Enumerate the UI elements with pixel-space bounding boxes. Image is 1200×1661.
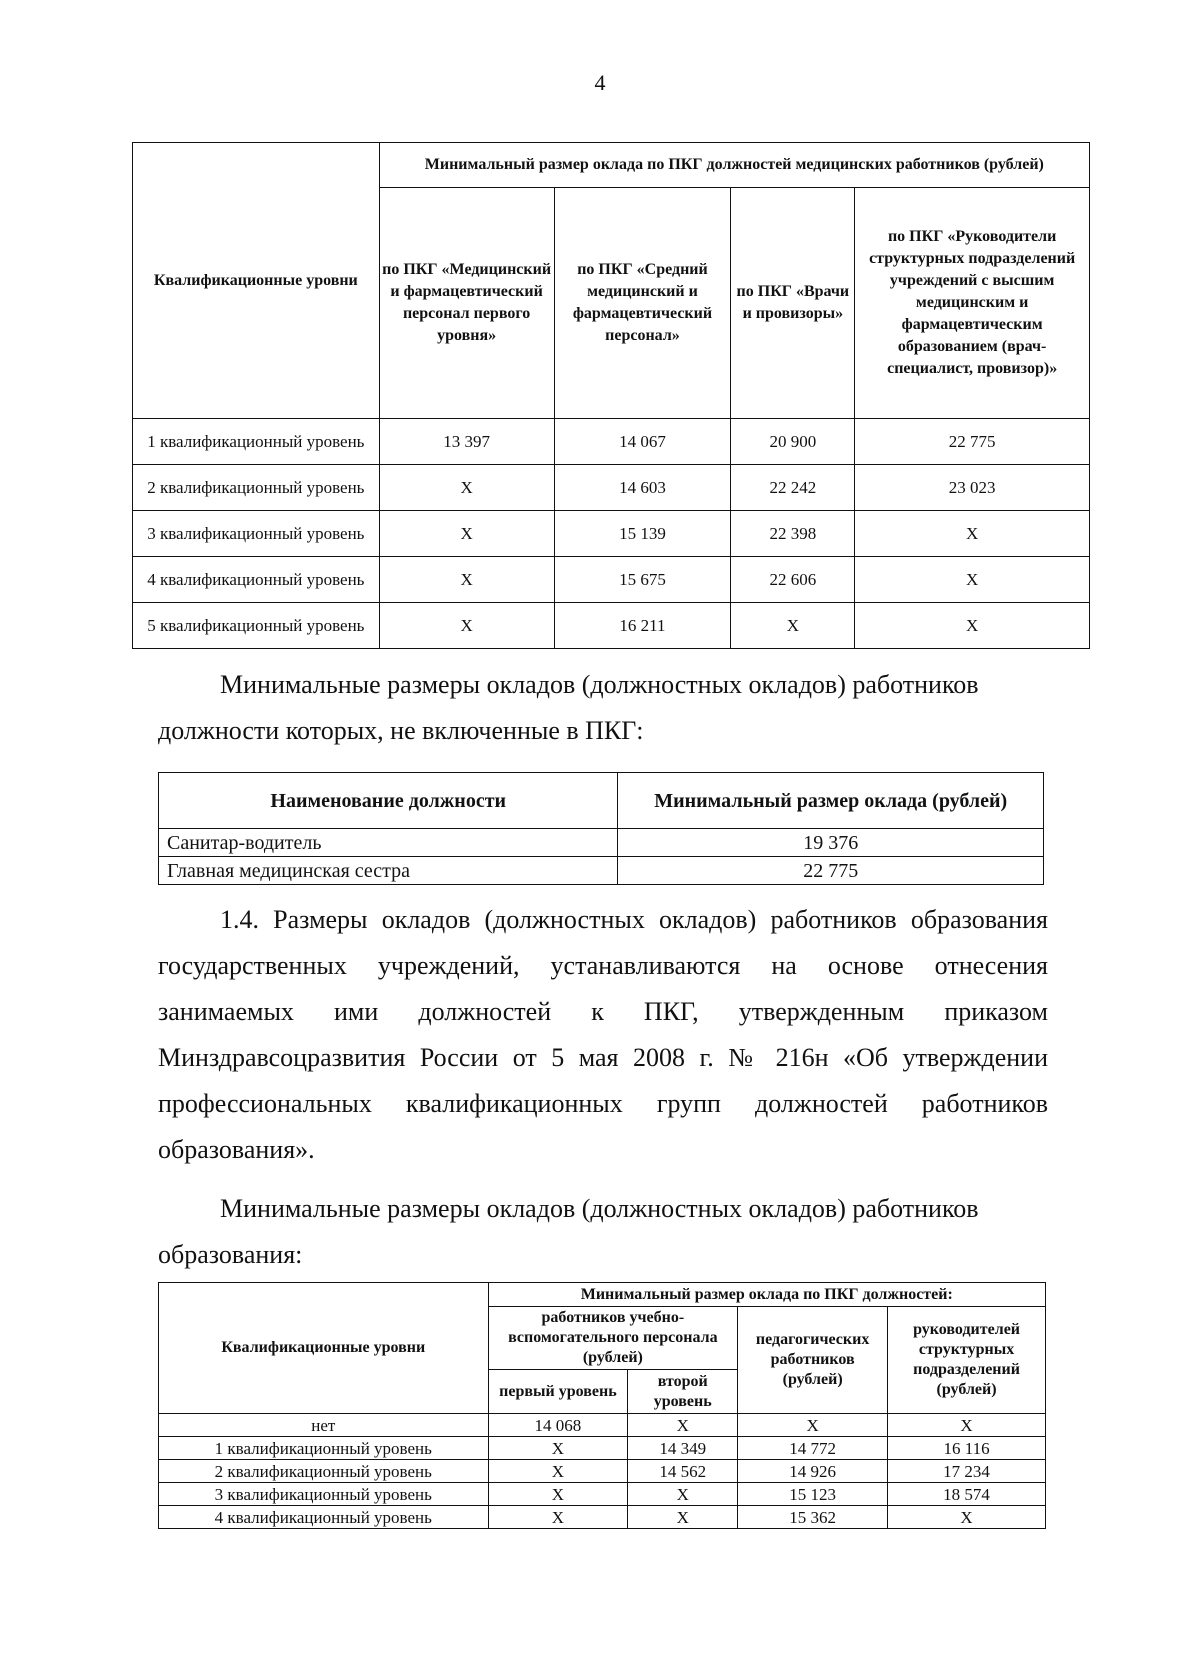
value-cell: 16 116: [888, 1437, 1046, 1460]
value-cell: 13 397: [379, 419, 554, 465]
value-cell: 14 068: [488, 1414, 628, 1437]
table-row: [159, 1506, 1046, 1529]
value-cell: 15 139: [554, 511, 731, 557]
min-salary-group-header: Минимальный размер оклада по ПКГ должностей:: [488, 1283, 1045, 1307]
page-number: 4: [594, 70, 606, 95]
level-cell: 5 квалификационный уровень: [133, 603, 380, 649]
table-row: [133, 419, 1090, 465]
value-cell: Х: [628, 1483, 738, 1506]
first-level-header: первый уровень: [488, 1370, 628, 1414]
value-cell: Х: [888, 1414, 1046, 1437]
value-cell: 15 123: [738, 1483, 888, 1506]
support-staff-header: работников учебно-вспомогательного персонала (рублей): [488, 1307, 738, 1370]
value-cell: 15 362: [738, 1506, 888, 1529]
position-name-header: Наименование должности: [159, 773, 618, 829]
non-pkg-positions-table: [158, 772, 1044, 885]
value-cell: Х: [855, 603, 1090, 649]
value-cell: Х: [628, 1506, 738, 1529]
department-heads-header: руководителей структурных подразделений (рублей): [888, 1307, 1046, 1414]
table-row: [159, 1460, 1046, 1483]
column-header: по ПКГ «Врачи и провизоры»: [731, 188, 855, 419]
level-cell: 1 квалификационный уровень: [159, 1437, 489, 1460]
table-row: [133, 557, 1090, 603]
table-row: [159, 1414, 1046, 1437]
position-name-cell: Санитар-водитель: [159, 829, 618, 857]
value-cell: Х: [628, 1414, 738, 1437]
value-cell: 22 606: [731, 557, 855, 603]
level-cell: 2 квалификационный уровень: [133, 465, 380, 511]
value-cell: 22 775: [855, 419, 1090, 465]
value-cell: 14 926: [738, 1460, 888, 1483]
min-salary-group-header: Минимальный размер оклада по ПКГ должностей медицинских работников (рублей): [379, 143, 1089, 188]
level-cell: 4 квалификационный уровень: [159, 1506, 489, 1529]
table-row: [159, 829, 1044, 857]
value-cell: 17 234: [888, 1460, 1046, 1483]
level-cell: 3 квалификационный уровень: [133, 511, 380, 557]
table-row: [133, 511, 1090, 557]
level-cell: нет: [159, 1414, 489, 1437]
value-cell: Х: [488, 1483, 628, 1506]
min-salary-header: Минимальный размер оклада (рублей): [618, 773, 1044, 829]
education-salary-table: [158, 1282, 1046, 1529]
salary-cell: 19 376: [618, 829, 1044, 857]
value-cell: 14 603: [554, 465, 731, 511]
value-cell: Х: [488, 1460, 628, 1483]
level-cell: 4 квалификационный уровень: [133, 557, 380, 603]
column-header: по ПКГ «Руководители структурных подразделений учреждений с высшим медицинским и фармацевтическим образованием (врач-специалист, провизор)»: [855, 188, 1090, 419]
paragraph-education-workers: 1.4. Размеры окладов (должностных окладов) работников образования государственных учреждений, устанавливаются на основе отнесения занимаемых ими должностей к ПКГ, утвержденным приказом Минздравсоцразвития России от 5 мая 2008 г. № 216н «Об утверждении профессиональных квалификационных групп должностей работников образования».: [158, 905, 1048, 1164]
value-cell: Х: [379, 603, 554, 649]
level-cell: 1 квалификационный уровень: [133, 419, 380, 465]
table-row: [159, 857, 1044, 885]
column-header: по ПКГ «Медицинский и фармацевтический персонал первого уровня»: [379, 188, 554, 419]
value-cell: 22 242: [731, 465, 855, 511]
value-cell: 15 675: [554, 557, 731, 603]
qualification-levels-header: Квалификационные уровни: [159, 1283, 489, 1414]
level-cell: 3 квалификационный уровень: [159, 1483, 489, 1506]
value-cell: Х: [731, 603, 855, 649]
value-cell: 23 023: [855, 465, 1090, 511]
value-cell: Х: [888, 1506, 1046, 1529]
table-row: [133, 465, 1090, 511]
teachers-header: педагогических работников (рублей): [738, 1307, 888, 1414]
value-cell: Х: [855, 511, 1090, 557]
value-cell: 22 398: [731, 511, 855, 557]
value-cell: 14 772: [738, 1437, 888, 1460]
paragraph-not-included-positions: Минимальные размеры окладов (должностных окладов) работников должности которых, не включенные в ПКГ:: [158, 670, 979, 745]
column-header: по ПКГ «Средний медицинский и фармацевтический персонал»: [554, 188, 731, 419]
value-cell: 14 067: [554, 419, 731, 465]
value-cell: Х: [738, 1414, 888, 1437]
value-cell: Х: [379, 557, 554, 603]
value-cell: Х: [488, 1506, 628, 1529]
second-level-header: второй уровень: [628, 1370, 738, 1414]
table-row: [159, 1437, 1046, 1460]
value-cell: Х: [488, 1437, 628, 1460]
table-row: [159, 1483, 1046, 1506]
value-cell: 20 900: [731, 419, 855, 465]
paragraph-education-min-salaries: Минимальные размеры окладов (должностных окладов) работников образования:: [158, 1194, 979, 1269]
medical-salary-table: [132, 142, 1090, 649]
value-cell: 14 349: [628, 1437, 738, 1460]
value-cell: 18 574: [888, 1483, 1046, 1506]
value-cell: Х: [379, 465, 554, 511]
value-cell: Х: [855, 557, 1090, 603]
position-name-cell: Главная медицинская сестра: [159, 857, 618, 885]
value-cell: 16 211: [554, 603, 731, 649]
level-cell: 2 квалификационный уровень: [159, 1460, 489, 1483]
qualification-levels-header: Квалификационные уровни: [133, 143, 380, 419]
salary-cell: 22 775: [618, 857, 1044, 885]
value-cell: 14 562: [628, 1460, 738, 1483]
value-cell: Х: [379, 511, 554, 557]
table-row: [133, 603, 1090, 649]
